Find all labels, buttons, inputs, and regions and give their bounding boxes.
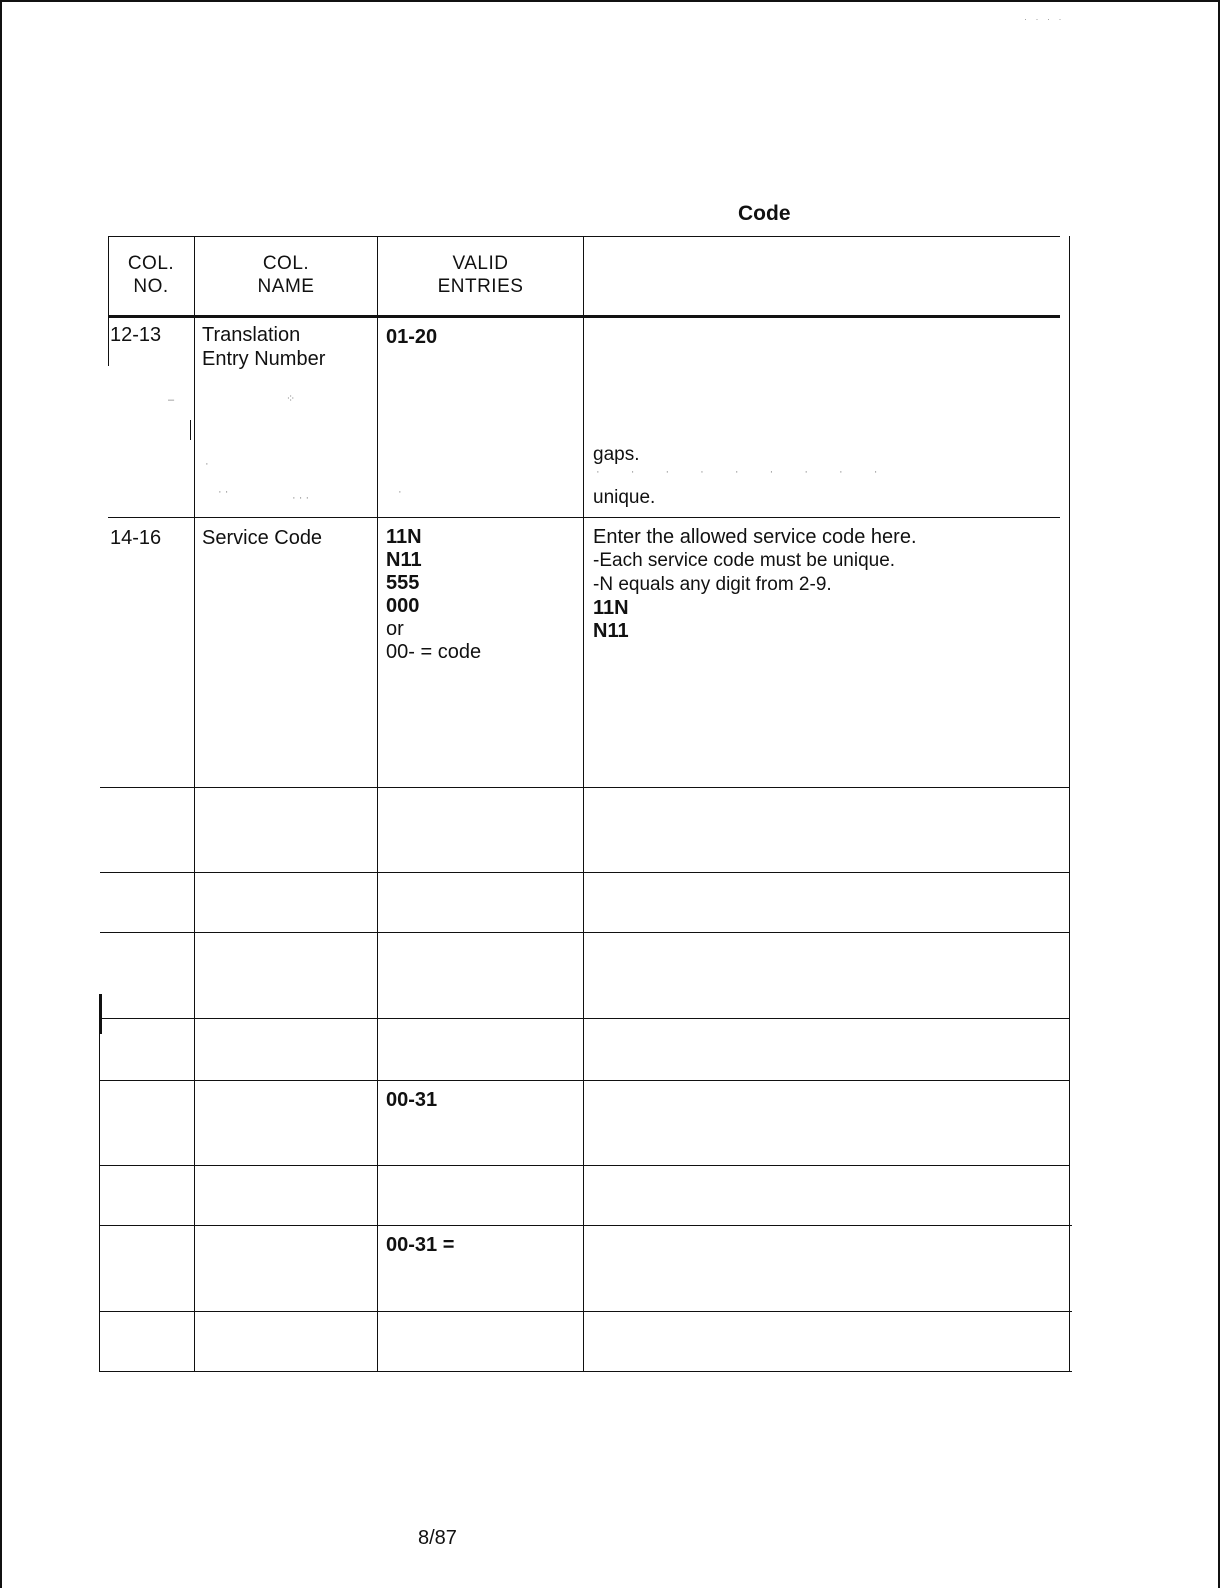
row-1-description-line: gaps. <box>593 444 640 465</box>
col-header-no: COL. NO. <box>127 253 175 297</box>
col-header-name: COL. NAME <box>257 253 315 297</box>
scan-fleck: · · <box>218 486 229 498</box>
row-1-col-name: Translation Entry Number <box>202 324 326 370</box>
row-2-valid-entries: 11N N11 555 000 or 00- = code <box>386 526 482 663</box>
row-1-valid-entries: 01-20 <box>386 326 438 348</box>
scan-smudge: · · · · <box>1024 14 1065 24</box>
row-2-description: Enter the allowed service code here. -Each service code must be unique. -N equals any digit from 2-9. 11N N11 <box>593 526 917 642</box>
col-header-valid-entries: VALID ENTRIES <box>437 253 524 297</box>
row-1-description-line: unique. <box>593 487 656 508</box>
scan-fleck: · · · <box>292 492 310 504</box>
scan-fleck: · <box>398 486 402 498</box>
row-2-col-name: Service Code <box>202 527 323 549</box>
row-7-valid-entries: 00-31 <box>386 1089 438 1111</box>
scan-fleck: · · · · · · · · · <box>596 466 892 478</box>
page-header-title: Code <box>738 202 791 225</box>
row-1-col-no: 12-13 <box>110 324 162 346</box>
scan-fleck: ⁘ <box>286 393 296 405</box>
scan-fleck: – <box>168 394 175 406</box>
row-2-col-no: 14-16 <box>110 527 162 549</box>
scan-fleck: · <box>205 458 209 470</box>
row-9-valid-entries: 00-31 = <box>386 1234 455 1256</box>
page-number: 8/87 <box>418 1527 457 1549</box>
